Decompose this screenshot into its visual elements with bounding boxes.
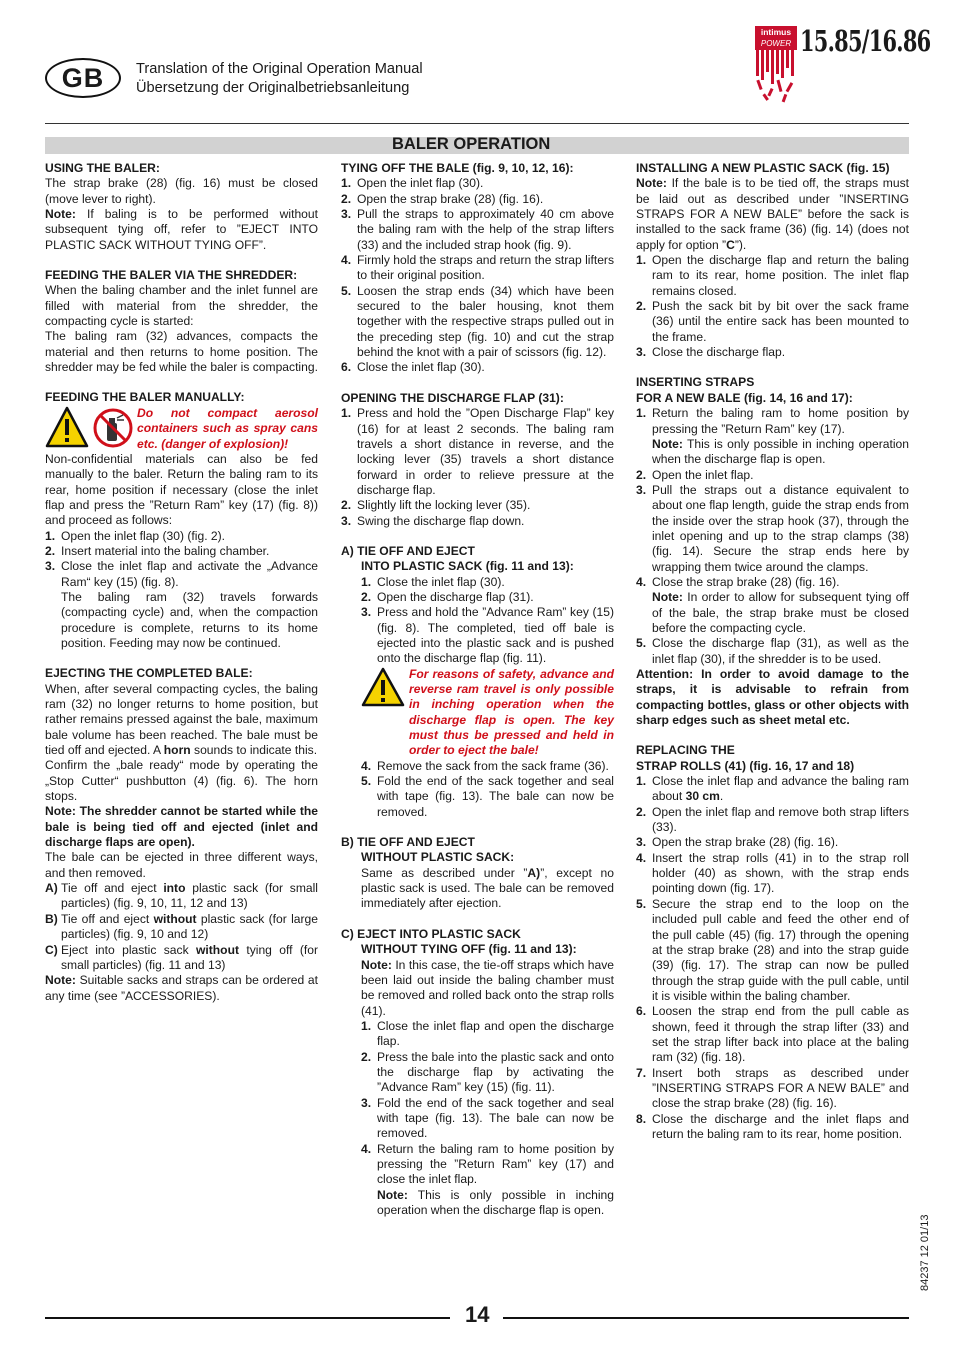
- list-item: 3. Pull the straps out a distance equivalent to about one flap length, guide the strap ends from the inside over the strap hook (37), through the inlet opening and up to the strap clamps (38) (fig. 14). Secure the strap ends here by wrapping them twice around the clamps.: [636, 482, 909, 574]
- column-3: [636, 161, 909, 1142]
- list-item: 4. Close the strap brake (28) (fig. 16). Note: In order to allow for subsequent tying off of the bale, the strap brake must be closed before the compacting cycle.: [636, 574, 909, 635]
- warning-text: Do not compact aerosol containers such as spray cans etc. (danger of explosion)!: [137, 405, 318, 451]
- note-shredder: Note: The shredder cannot be started while the bale is being tied off and ejected (inlet and discharge flaps are open).: [45, 804, 318, 850]
- header-divider: [45, 123, 909, 124]
- heading-eject: EJECTING THE COMPLETED BALE:: [45, 666, 253, 681]
- list-item: 4. Insert the strap rolls (41) in to the strap roll holder (40) as shown, with the strap ends pointing down (fig. 17).: [636, 850, 909, 896]
- list-item: 5. Close the discharge flap (31), as well as the inlet flap (30), if the shredder is to be used.: [636, 636, 909, 666]
- note: Note: If the bale is to be tied off, the straps must be laid out as described under ”INSERTING STRAPS FOR A NEW BALE” before the sack is installed to the sack frame (36) (fig. 14) (does not apply for option ”C”).: [636, 176, 909, 252]
- shred-strips-icon: [755, 50, 797, 106]
- logo-brand: intimus: [760, 27, 792, 37]
- list-item: 5. Secure the strap end to the loop on the included pull cable and feed the other end of the pull cable (45) (fig. 17) through the opening at the strap brake (28) and into the strap guide (39) (fig. 17). The strap can now be pulled through the strap guide with the pull cable, until it is visible within the baling chamber.: [636, 896, 909, 1003]
- steps-install-sack: [636, 253, 909, 360]
- heading-option-c: C) EJECT INTO PLASTIC SACK: [341, 926, 521, 941]
- steps-insert-straps: [636, 406, 909, 667]
- warning-inching: [361, 667, 614, 759]
- heading-replace-rolls-sub: STRAP ROLLS (41) (fig. 16, 17 and 18): [636, 758, 855, 773]
- list-item: 2. Insert material into the baling chamber.: [45, 543, 270, 558]
- model-number: 15.85/16.86: [800, 24, 931, 58]
- column-1: [45, 161, 318, 1004]
- list-item: 1. Close the inlet flap and advance the baling ram about 30 cm.: [636, 774, 909, 804]
- list-item: 2. Push the sack bit by bit over the sack frame (36) until the entire sack has been mounted to the frame.: [636, 299, 909, 344]
- list-item: Note: This is only possible in inching operation when the discharge flap is open.: [377, 1187, 614, 1217]
- list-item: A) Tie off and eject into plastic sack (for small particles) (fig. 9, 10, 11, 12 and 13): [45, 881, 318, 911]
- list-item: 6. Loosen the strap end from the pull cable as shown, feed it through the strap lifter (33) and set the strap lifter back into place at the baling ram (32) (fig. 18).: [636, 1004, 909, 1065]
- footer-line-left: [45, 1317, 450, 1319]
- heading-option-a: A) TIE OFF AND EJECT: [341, 543, 475, 558]
- list-item: 2. Slightly lift the locking lever (35).: [341, 498, 531, 513]
- steps-feed-manual: [45, 529, 318, 652]
- paragraph: The bale can be ejected in three different ways, and then removed.: [45, 850, 318, 880]
- paragraph: The baling ram (32) advances, compacts the material and then returns to home position. The shredder may be fed while the baler is compacting.: [45, 329, 318, 375]
- note: Note: In this case, the tie-off straps which have been laid out inside the baling chamber must be removed and rolled back onto the strap rolls (41).: [361, 957, 614, 1018]
- heading-feed-shredder: FEEDING THE BALER VIA THE SHREDDER:: [45, 268, 298, 283]
- paragraph: The strap brake (28) (fig. 16) must be closed (move lever to right).: [45, 176, 318, 206]
- list-item: C) Eject into plastic sack without tying off (for small particles) (fig. 11 and 13): [45, 942, 318, 972]
- list-item: 1. Close the inlet flap and open the discharge flap.: [361, 1018, 614, 1049]
- list-item: 3. Swing the discharge flap down.: [341, 513, 525, 528]
- warning-icons: [45, 406, 137, 452]
- list-item: 5. Loosen the strap ends (34) which have been secured to the baler housing, knot them together with the respective straps pulled out in the preceding step (fig. 10) and cut the strap behind the knot with a pair of scissors (fig. 12).: [341, 283, 614, 360]
- heading-insert-straps-sub: FOR A NEW BALE (fig. 14, 16 and 17):: [636, 390, 853, 405]
- heading-option-b-sub: WITHOUT PLASTIC SACK:: [361, 850, 515, 865]
- logo-sub: POWER: [760, 39, 792, 48]
- header-line-2: Übersetzung der Originalbetriebsanleitung: [136, 80, 410, 96]
- heading-open-flap: OPENING THE DISCHARGE FLAP (31):: [341, 390, 564, 405]
- list-item: 1. Close the inlet flap (30).: [361, 574, 505, 589]
- list-item: 3. Close the discharge flap.: [636, 345, 786, 360]
- doc-code: 84237 12 01/13: [919, 1214, 931, 1291]
- steps-option-a: [341, 575, 614, 821]
- list-item: 4. Remove the sack from the sack frame (36).: [361, 758, 609, 773]
- list-item: 1. Open the discharge flap and return the baling ram to its rear, home position. The inlet flap remains closed.: [636, 253, 909, 298]
- list-item: 1. Open the inlet flap (30) (fig. 2).: [45, 528, 226, 543]
- list-item: 4. Return the baling ram to home position by pressing the ”Return Ram” key (17) and close the inlet flap.: [361, 1141, 614, 1187]
- paragraph: When, after several compacting cycles, the baling ram (32) no longer returns to home position, but rather remains pressed against the bale, maximum bale volume has been reached. The bale must be tied off and ejected. A horn sounds to indicate this.: [45, 681, 318, 758]
- list-item: 3. Close the inlet flap and activate the „Advance Ram“ key (15) (fig. 8).: [45, 559, 318, 589]
- steps-replace-rolls: [636, 774, 909, 1142]
- list-item: The baling ram (32) travels forwards (compacting cycle) and, when the compaction procedure is complete, returns to its home position. Feeding may now be continued.: [61, 589, 318, 650]
- intimus-logo: [755, 26, 797, 106]
- section-title: BALER OPERATION: [392, 135, 551, 153]
- column-2: [341, 161, 614, 1218]
- note: Note: Suitable sacks and straps can be ordered at any time (see ”ACCESSORIES).: [45, 973, 318, 1003]
- list-item: 5. Fold the end of the sack together and seal with tape (fig. 13). The bale can now be removed.: [361, 774, 614, 819]
- warning-aerosol: [45, 406, 318, 452]
- list-item: 3. Pull the straps to approximately 40 cm above the baling ram with the help of the strap lifters (33) and the included strap hook (fig. 9).: [341, 207, 614, 252]
- list-item: 1. Press and hold the ”Open Discharge Flap” key (16) for at least 2 seconds. The baling ram travels a short distance in reverse, and the locking lever (35) travels a short distance forward in order to relieve pressure at the discharge flap.: [341, 406, 614, 497]
- list-item: 2. Open the discharge flap (31).: [361, 589, 534, 604]
- heading-install-sack: INSTALLING A NEW PLASTIC SACK (fig. 15): [636, 161, 890, 175]
- list-item: 7. Insert both straps as described under ”INSERTING STRAPS FOR A NEW BALE” and close the strap brake (28) (fig. 16).: [636, 1065, 909, 1111]
- paragraph: Confirm the „bale ready“ mode by operating the „Stop Cutter“ pushbutton (4) (fig. 6). The horn stops.: [45, 758, 318, 804]
- eject-options: [45, 881, 318, 973]
- heading-option-b: B) TIE OFF AND EJECT: [341, 835, 475, 850]
- list-item: 8. Close the discharge and the inlet flaps and return the baling ram to its rear, home position.: [636, 1111, 909, 1141]
- list-item: 2. Press the bale into the plastic sack and onto the discharge flap by activating the ”Advance Ram” key (15) (fig. 11).: [361, 1049, 614, 1095]
- list-item: 1. Return the baling ram to home position by pressing the ”Return Ram” key (17). Note: This is only possible in inching operation when the discharge flap is open.: [636, 406, 909, 467]
- list-item: 2. Open the strap brake (28) (fig. 16).: [341, 191, 544, 206]
- language-badge: GB: [45, 58, 121, 98]
- heading-tying: TYING OFF THE BALE (fig. 9, 10, 12, 16):: [341, 161, 574, 175]
- list-item: 1. Open the inlet flap (30).: [341, 176, 484, 191]
- steps-open-flap: [341, 406, 614, 529]
- steps-option-c: [341, 1019, 614, 1218]
- heading-insert-straps: INSERTING STRAPS: [636, 375, 755, 390]
- list-item: 6. Close the inlet flap (30).: [341, 360, 485, 375]
- list-item: 3. Fold the end of the sack together and seal with tape (fig. 13). The bale can now be removed.: [361, 1095, 614, 1141]
- page-number: 14: [465, 1302, 490, 1327]
- list-item: 4. Firmly hold the straps and return the strap lifters to their original position.: [341, 253, 614, 283]
- heading-feed-manual: FEEDING THE BALER MANUALLY:: [45, 390, 245, 405]
- note: Note: If baling is to be performed without subsequent tying off, refer to ”EJECT INTO PLASTIC SACK WITHOUT TYING OFF”.: [45, 207, 318, 252]
- no-spray-can-icon: [95, 410, 131, 446]
- heading-using: USING THE BALER:: [45, 161, 160, 175]
- header-title: [136, 60, 423, 98]
- heading-option-c-sub: WITHOUT TYING OFF (fig. 11 and 13):: [361, 942, 577, 957]
- logo-box: [755, 26, 797, 50]
- list-item: 3. Open the strap brake (28) (fig. 16).: [636, 835, 839, 850]
- paragraph: Same as described under ”A)”, except no plastic sack is used. The bale can be removed immediately after ejection.: [361, 865, 614, 911]
- warning-triangle-icon: [47, 408, 87, 446]
- header-line-1: Translation of the Original Operation Manual: [136, 61, 423, 77]
- list-item: 2. Open the inlet flap.: [636, 467, 754, 482]
- list-item: B) Tie off and eject without plastic sack (for large particles) (fig. 9, 10 and 12): [45, 911, 319, 942]
- heading-replace-rolls: REPLACING THE: [636, 743, 735, 758]
- paragraph: Non-confidential materials can also be fed manually to the baler. Return the baling ram to its rear, home position if necessary (close the inlet flap and press the ”Return Ram” key (17) (fig. 8)) and proceed as follows:: [45, 451, 318, 528]
- warning-triangle-icon: [361, 667, 409, 707]
- list-item: 2. Open the inlet flap and remove both strap lifters (33).: [636, 804, 909, 835]
- steps-tying: [341, 176, 614, 375]
- footer-line-right: [503, 1317, 909, 1319]
- heading-option-a-sub: INTO PLASTIC SACK (fig. 11 and 13):: [361, 559, 574, 574]
- attention-note: Attention: In order to avoid damage to the straps, it is advisable to refrain from compacting bottles, glass or other objects with sharp edges such as sheet metal etc.: [636, 667, 909, 728]
- paragraph: When the baling chamber and the inlet funnel are filled with material from the shredder, the compacting cycle is started:: [45, 283, 318, 329]
- warning-text: For reasons of safety, advance and reverse ram travel is only possible in inching operation when the discharge flap is open. The key must thus be pressed and held in order to eject the bale!: [409, 666, 614, 758]
- list-item: 3. Press and hold the ”Advance Ram” key (15) (fig. 8). The completed, tied off bale is ejected into the plastic sack and is pushed onto the discharge flap (fig. 11).: [361, 605, 614, 666]
